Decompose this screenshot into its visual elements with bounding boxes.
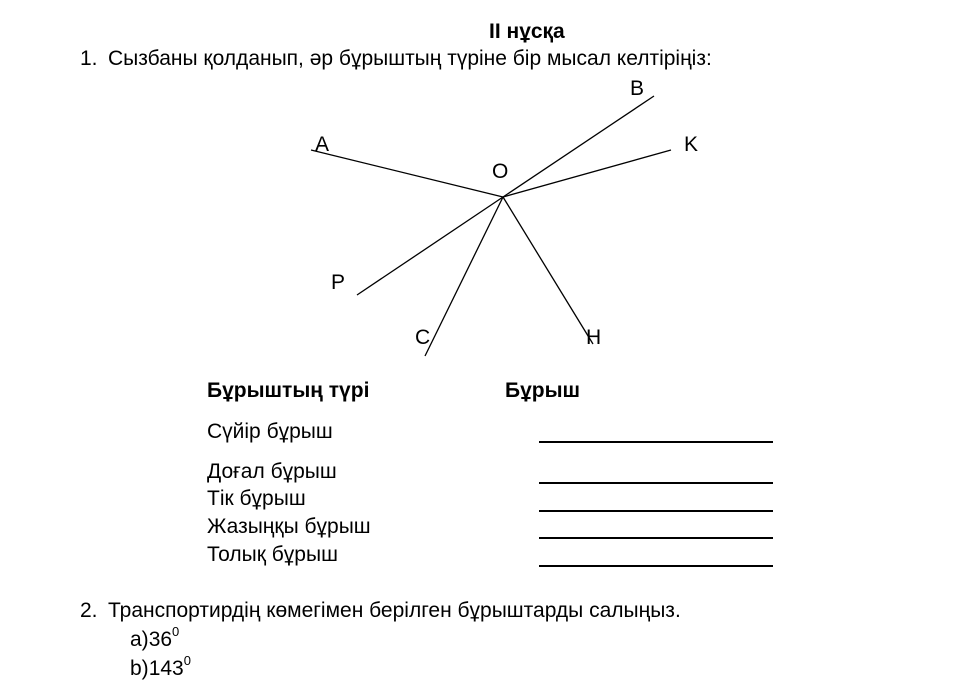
item-a-value: 36 xyxy=(148,628,173,651)
label-H: H xyxy=(586,326,602,349)
answer-line-obtuse[interactable] xyxy=(539,482,773,484)
row-acute: Сүйір бұрыш xyxy=(207,420,333,443)
item-b xyxy=(130,655,191,681)
ray-OC xyxy=(425,197,503,356)
label-C: C xyxy=(415,326,431,349)
label-B: B xyxy=(630,77,645,100)
header-angle-type: Бұрыштың түрі xyxy=(207,379,370,402)
ray-OP xyxy=(357,197,503,295)
question-2-number: 2. xyxy=(80,599,98,622)
label-O: O xyxy=(492,160,509,183)
ray-OA xyxy=(311,150,503,197)
row-obtuse: Доғал бұрыш xyxy=(207,460,337,483)
row-right: Тік бұрыш xyxy=(207,487,306,510)
label-P: P xyxy=(331,271,346,294)
ray-OK xyxy=(503,150,671,197)
ray-OB xyxy=(503,96,654,197)
item-b-value: 143 xyxy=(148,657,184,680)
item-a-degree: 0 xyxy=(172,624,180,639)
variant-title: II нұсқа xyxy=(489,20,565,43)
item-a xyxy=(130,626,179,652)
answer-line-straight[interactable] xyxy=(539,537,773,539)
label-K: K xyxy=(684,133,699,156)
item-a-prefix: a) xyxy=(130,628,149,651)
item-b-degree: 0 xyxy=(183,653,191,668)
answer-line-acute[interactable] xyxy=(539,441,773,443)
item-b-prefix: b) xyxy=(130,657,149,680)
label-A: A xyxy=(315,133,330,156)
row-straight: Жазыңқы бұрыш xyxy=(207,515,371,538)
question-2-text: Транспортирдің көмегімен берілген бұрыштарды салыңыз. xyxy=(108,599,681,622)
question-1-number: 1. xyxy=(80,47,98,70)
answer-line-right[interactable] xyxy=(539,510,773,512)
question-1-text: Сызбаны қолданып, әр бұрыштың түріне бір мысал келтіріңіз: xyxy=(108,47,712,70)
header-angle: Бұрыш xyxy=(505,379,581,402)
row-full: Толық бұрыш xyxy=(207,543,338,566)
question-2 xyxy=(80,599,681,623)
answer-line-full[interactable] xyxy=(539,565,773,567)
ray-OH xyxy=(503,197,593,344)
